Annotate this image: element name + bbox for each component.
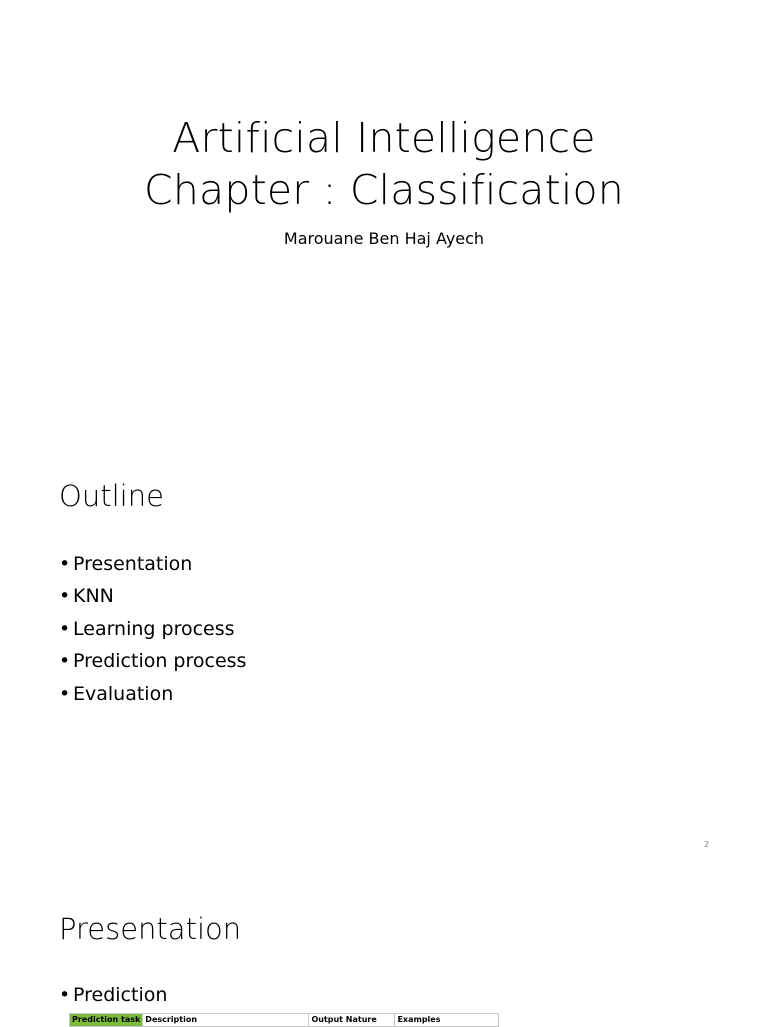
slide-heading: Presentation (59, 912, 242, 946)
bullet-item (59, 678, 246, 710)
outline-bullet-list (59, 548, 246, 710)
page-number: 2 (704, 840, 710, 849)
outline-slide (0, 432, 768, 864)
bullet-glyph: • (59, 617, 71, 640)
bullet-glyph: • (59, 650, 71, 673)
bullet-item (59, 580, 246, 612)
bullet-glyph: • (59, 682, 71, 705)
bullet-glyph: • (59, 585, 71, 608)
presentation-bullet-list (59, 979, 167, 1011)
table-header-cell: Output Nature (309, 1014, 395, 1027)
bullet-item (59, 645, 246, 677)
title-slide (0, 0, 768, 432)
table-header-cell: Description (143, 1014, 309, 1027)
bullet-glyph: • (59, 553, 71, 575)
slide-title-line-1: Artificial Intelligence (172, 114, 596, 162)
prediction-table (69, 1013, 499, 1027)
bullet-text: Evaluation (73, 682, 174, 705)
bullet-text: Presentation (73, 553, 193, 575)
bullet-item (59, 979, 167, 1011)
bullet-item (59, 548, 246, 580)
slide-subtitle-author: Marouane Ben Haj Ayech (283, 229, 485, 248)
table-header-cell: Examples (395, 1014, 499, 1027)
presentation-slide (0, 864, 768, 1024)
slide-title-line-2: Chapter : Classification (144, 166, 624, 214)
bullet-text: Prediction (73, 984, 168, 1006)
bullet-item (59, 613, 246, 645)
bullet-text: KNN (73, 585, 114, 608)
bullet-text: Learning process (73, 617, 235, 640)
bullet-glyph: • (59, 984, 71, 1006)
table-header-row (70, 1014, 499, 1027)
bullet-text: Prediction process (73, 650, 247, 673)
slide-heading: Outline (59, 479, 164, 513)
table-header-cell: Prediction task (70, 1014, 143, 1027)
